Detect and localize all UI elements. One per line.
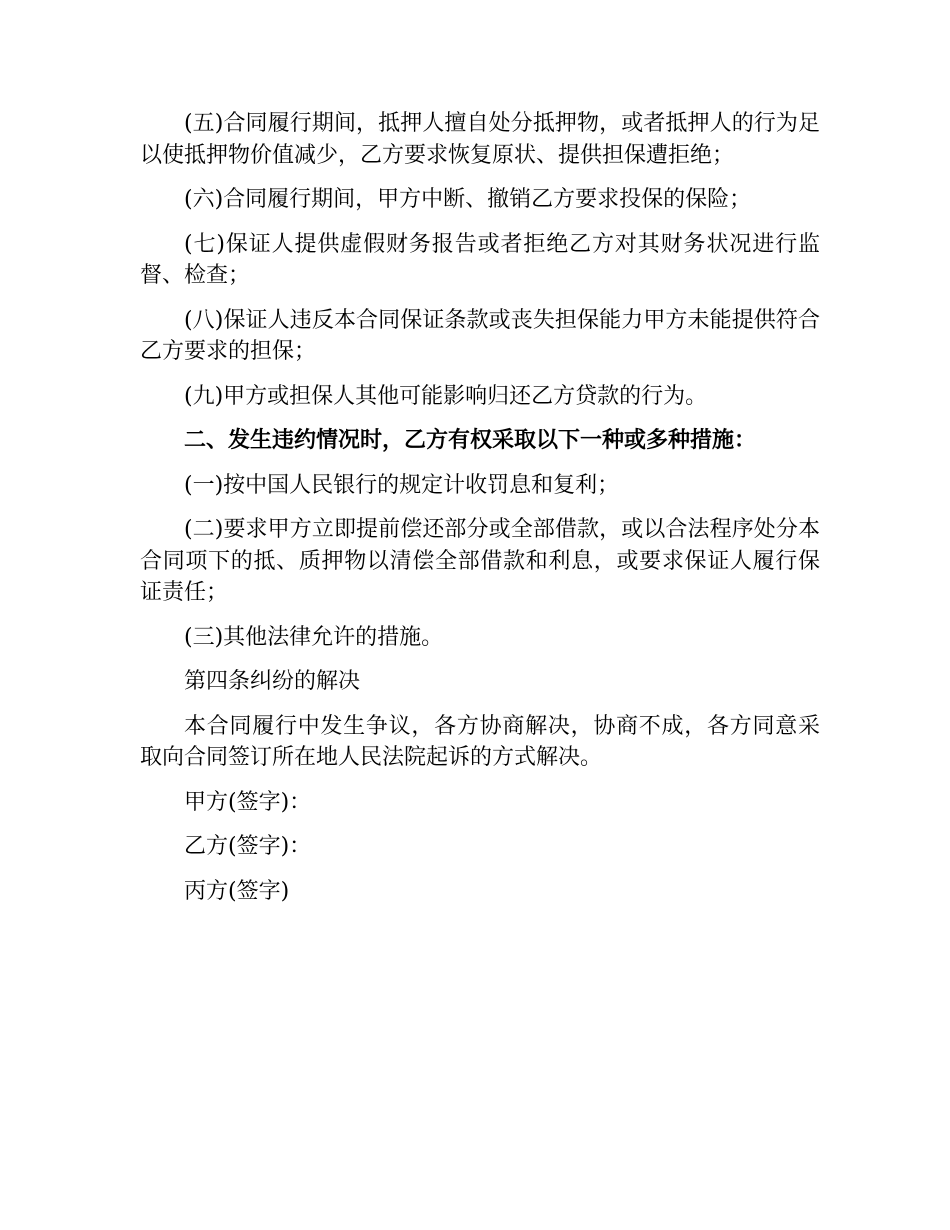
party-a-signature-line: 甲方(签字)： <box>184 789 312 815</box>
clause-7-paragraph: (七)保证人提供虚假财务报告或者拒绝乙方对其财务状况进行监督、检查； <box>140 231 820 288</box>
dispute-resolution-paragraph: 本合同履行中发生争议，各方协商解决，协商不成，各方同意采取向合同签订所在地人民法院起诉的方式解决。 <box>140 713 820 770</box>
remedy-1-paragraph: (一)按中国人民银行的规定计收罚息和复利； <box>184 472 620 498</box>
document-page <box>140 108 820 920</box>
party-c-signature-line: 丙方(签字) <box>184 878 290 904</box>
remedy-2-paragraph: (二)要求甲方立即提前偿还部分或全部借款，或以合法程序处分本合同项下的抵、质押物以清偿全部借款和利息，或要求保证人履行保证责任； <box>140 517 820 605</box>
clause-6-paragraph: (六)合同履行期间，甲方中断、撤销乙方要求投保的保险； <box>184 187 752 212</box>
section-heading-remedies: 二、发生违约情况时，乙方有权采取以下一种或多种措施： <box>184 427 757 453</box>
clause-5-paragraph: (五)合同履行期间，抵押人擅自处分抵押物，或者抵押人的行为足以使抵押物价值减少，乙方要求恢复原状、提供担保遭拒绝； <box>140 111 820 168</box>
article-4-heading: 第四条纠纷的解决 <box>184 669 361 694</box>
clause-9-paragraph: (九)甲方或担保人其他可能影响归还乙方贷款的行为。 <box>184 383 708 409</box>
party-b-signature-line: 乙方(签字)： <box>184 834 312 859</box>
remedy-3-paragraph: (三)其他法律允许的措施。 <box>184 624 444 650</box>
clause-8-paragraph: (八)保证人违反本合同保证条款或丧失担保能力甲方未能提供符合乙方要求的担保； <box>140 307 820 364</box>
